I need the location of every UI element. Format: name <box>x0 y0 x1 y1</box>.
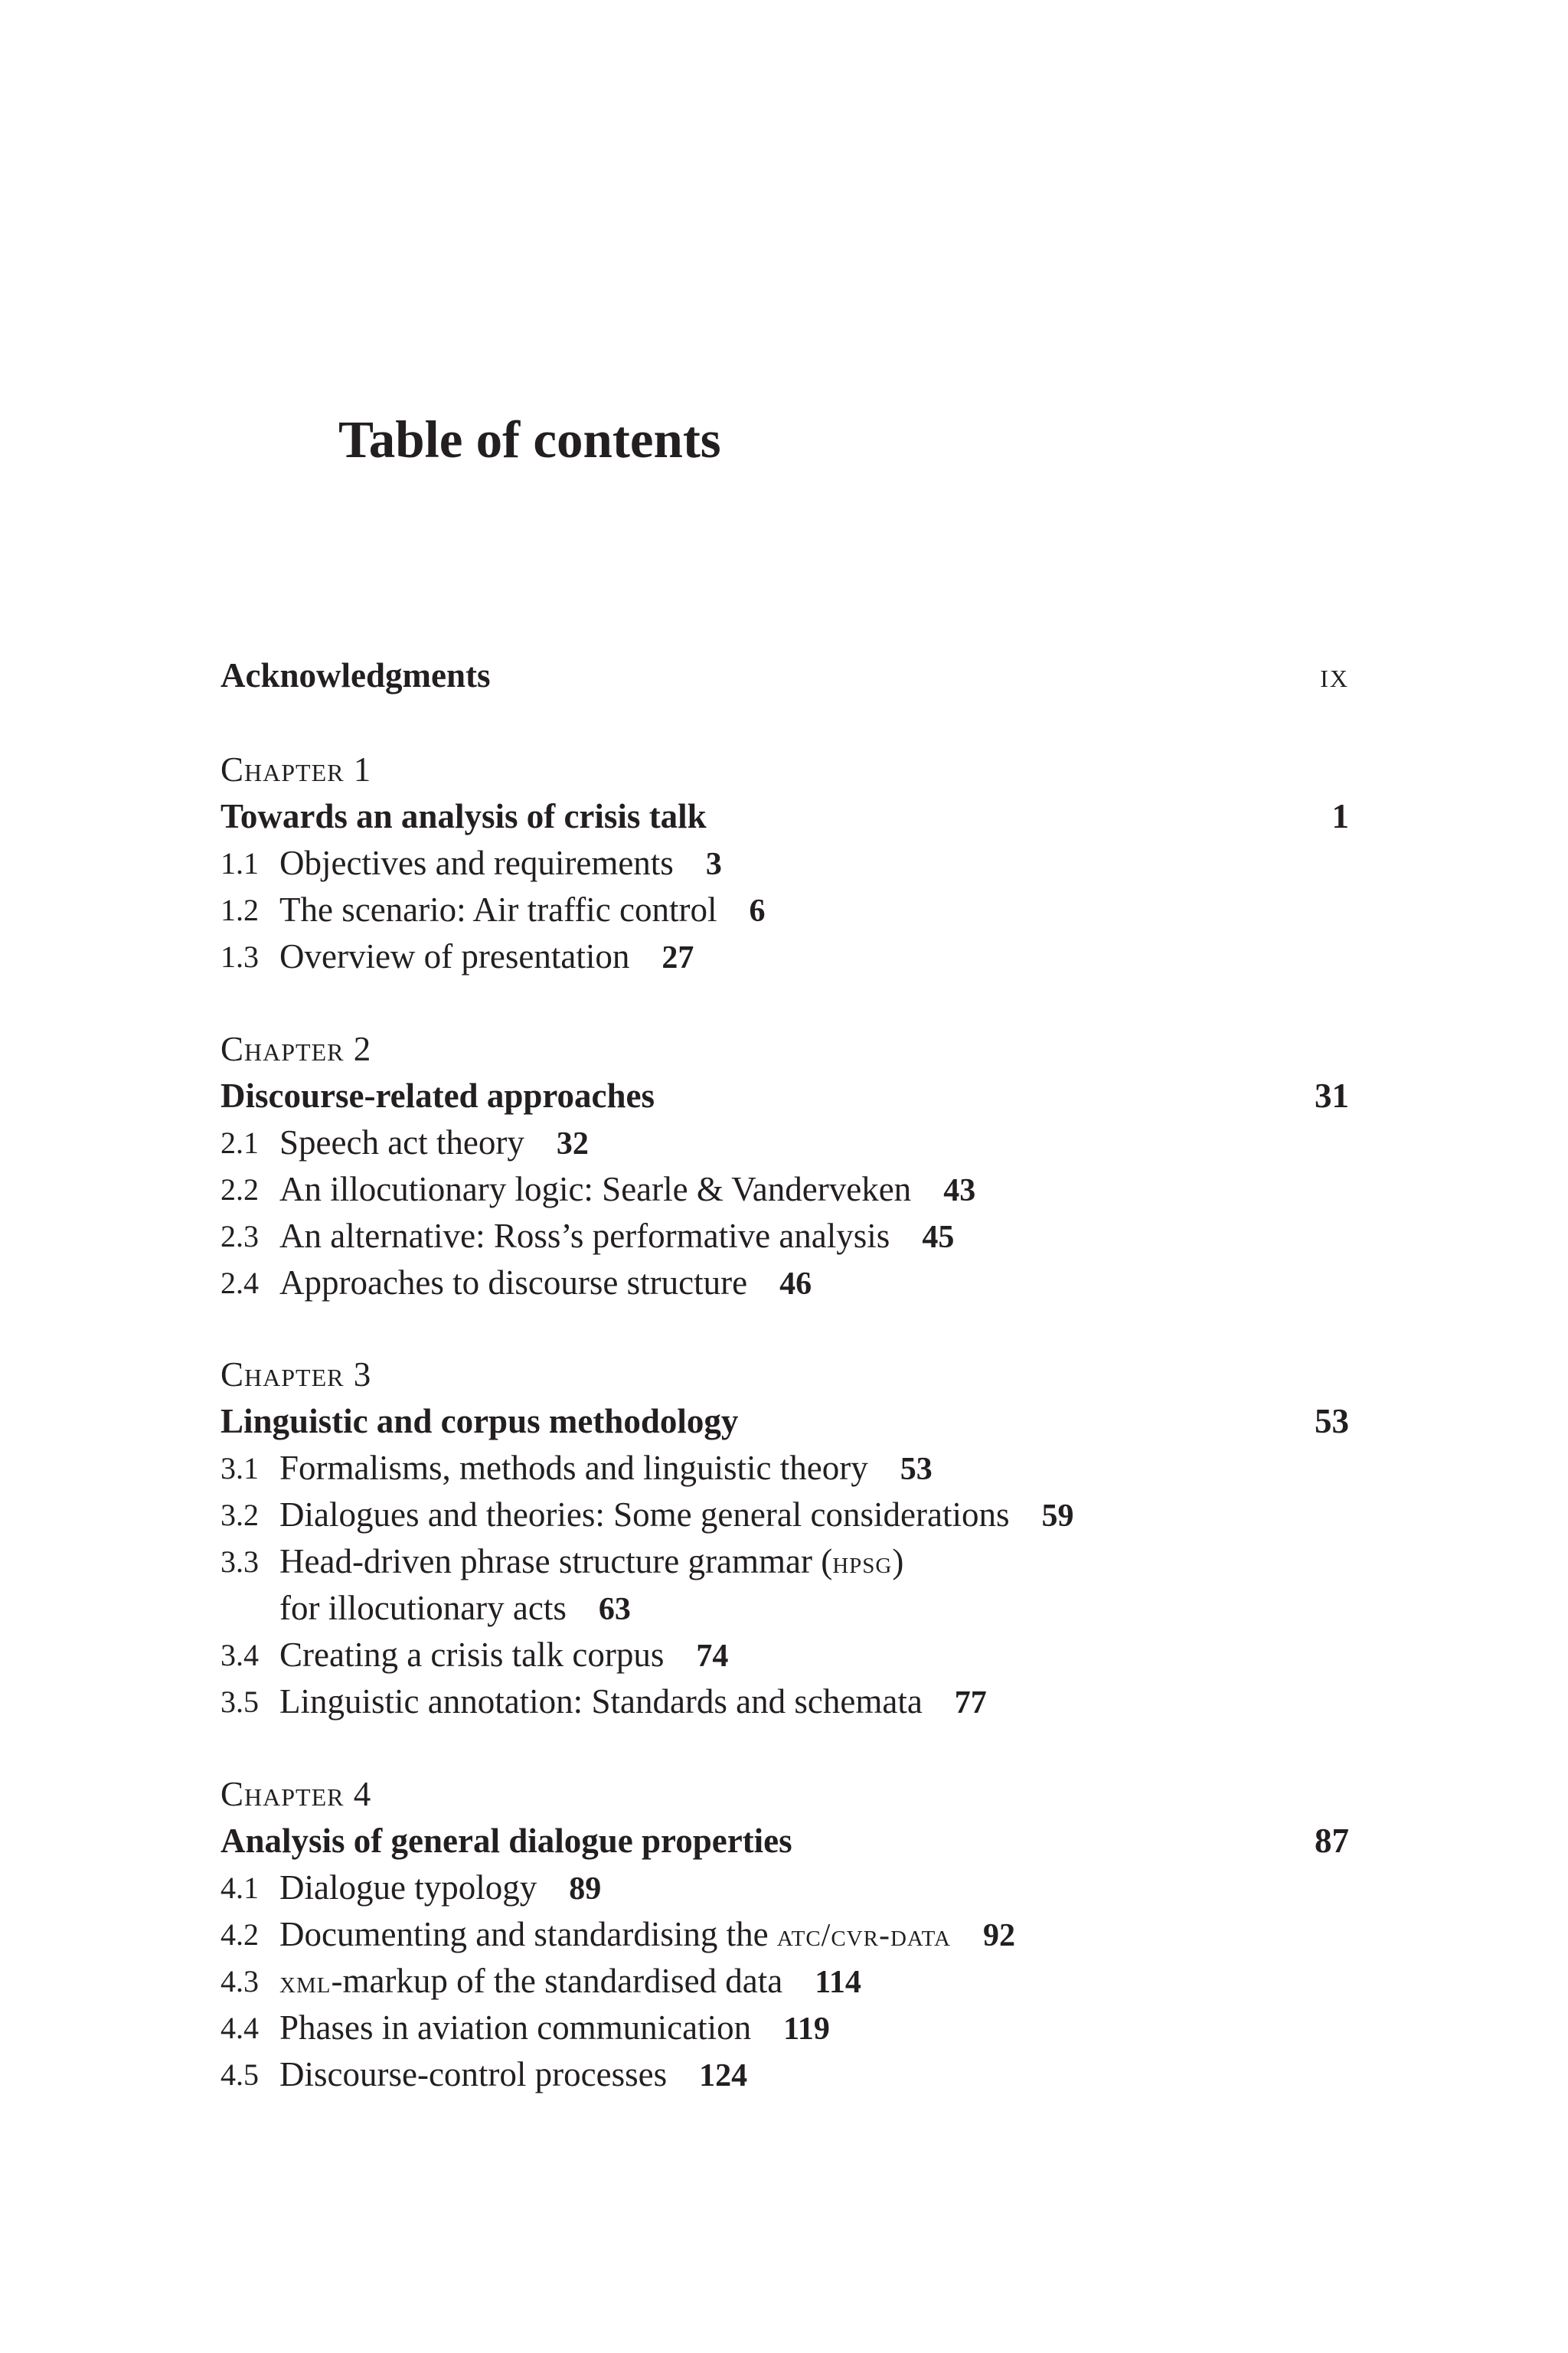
section-title: Overview of presentation <box>279 937 630 976</box>
section-abbreviation: atc/cvr-data <box>776 1918 951 1953</box>
chapter-3-block <box>220 1351 1349 1725</box>
chapter-title-entry[interactable] <box>220 1818 1349 1864</box>
section-number: 4.1 <box>220 1871 259 1905</box>
section-number: 3.1 <box>220 1451 259 1485</box>
toc-page-number: 43 <box>943 1173 976 1208</box>
section-title: An illocutionary logic: Searle & Vanderveken <box>279 1170 912 1208</box>
section-entry[interactable] <box>220 1166 1349 1213</box>
chapter-2-block <box>220 1026 1349 1306</box>
section-entry[interactable] <box>220 1632 1349 1678</box>
section-number: 3.2 <box>220 1498 259 1532</box>
section-title-suffix: ) <box>892 1542 904 1580</box>
section-title: Discourse-control processes <box>279 2055 668 2093</box>
toc-page-number: 3 <box>705 847 722 882</box>
section-title: Approaches to discourse structure <box>279 1263 748 1302</box>
toc-page-number: 63 <box>598 1592 631 1627</box>
chapter-label: Chapter 3 <box>220 1355 372 1394</box>
section-entry[interactable] <box>220 1213 1349 1260</box>
section-entry[interactable] <box>220 1678 1349 1725</box>
section-abbreviation: xml <box>279 1965 332 2000</box>
toc-page-number: 59 <box>1041 1498 1074 1534</box>
section-number: 1.1 <box>220 846 259 881</box>
section-entry[interactable] <box>220 2051 1349 2098</box>
section-title: Creating a crisis talk corpus <box>279 1636 665 1674</box>
chapter-label: Chapter 1 <box>220 750 372 789</box>
toc-entry-label: Acknowledgments <box>220 656 491 694</box>
section-number: 1.3 <box>220 940 259 974</box>
page-title: Table of contents <box>338 410 721 469</box>
chapter-title: Analysis of general dialogue properties <box>220 1822 792 1860</box>
toc-page-number: 124 <box>699 2058 748 2093</box>
toc-page-number: 27 <box>662 940 694 976</box>
section-title: Head-driven phrase structure grammar ( <box>279 1542 833 1580</box>
toc-page-number: 32 <box>556 1126 589 1162</box>
section-entry[interactable] <box>220 1958 1349 2005</box>
section-entry[interactable] <box>220 840 1349 887</box>
section-entry[interactable] <box>220 1864 1349 1911</box>
chapter-label: Chapter 4 <box>220 1775 372 1813</box>
section-entry[interactable] <box>220 1538 1349 1585</box>
toc-page-number: 6 <box>749 894 766 929</box>
section-title: The scenario: Air traffic control <box>279 891 717 929</box>
chapter-title: Towards an analysis of crisis talk <box>220 797 707 835</box>
section-entry[interactable] <box>220 2005 1349 2051</box>
section-number: 2.3 <box>220 1219 259 1253</box>
toc-page-number: 74 <box>696 1639 729 1674</box>
section-title: An alternative: Ross’s performative analysis <box>279 1217 890 1255</box>
section-title: Phases in aviation communication <box>279 2008 752 2047</box>
toc-page-number: 119 <box>783 2011 830 2047</box>
section-entry[interactable] <box>220 1911 1349 1958</box>
section-entry[interactable] <box>220 1260 1349 1306</box>
toc-page-number: 1 <box>1331 797 1349 835</box>
section-number: 2.1 <box>220 1126 259 1160</box>
section-number: 1.2 <box>220 893 259 927</box>
chapter-title-entry[interactable] <box>220 793 1349 840</box>
section-title: -markup of the standardised data <box>331 1962 783 2000</box>
section-entry[interactable] <box>220 1119 1349 1166</box>
chapter-title-entry[interactable] <box>220 1073 1349 1119</box>
toc-page-number: 46 <box>779 1266 812 1302</box>
section-title: Formalisms, methods and linguistic theory <box>279 1449 868 1487</box>
section-number: 3.5 <box>220 1685 259 1719</box>
section-entry[interactable] <box>220 887 1349 933</box>
section-entry[interactable] <box>220 1492 1349 1538</box>
chapter-title-entry[interactable] <box>220 1398 1349 1445</box>
toc-page-number: 31 <box>1315 1077 1349 1115</box>
section-number: 4.2 <box>220 1917 259 1952</box>
toc-page-number: 92 <box>982 1918 1015 1953</box>
chapter-title: Discourse-related approaches <box>220 1077 655 1115</box>
section-entry-continuation[interactable] <box>220 1585 1349 1632</box>
section-title: Dialogues and theories: Some general considerations <box>279 1495 1010 1534</box>
toc-page-number: 53 <box>1315 1402 1349 1440</box>
section-number: 3.3 <box>220 1544 259 1579</box>
section-title: Documenting and standardising the <box>279 1915 777 1953</box>
section-title: Dialogue typology <box>279 1868 537 1907</box>
section-entry[interactable] <box>220 933 1349 980</box>
toc-page-number: 77 <box>954 1685 987 1721</box>
section-title: Linguistic annotation: Standards and schemata <box>279 1682 923 1721</box>
toc-page-number: ix <box>1320 656 1349 694</box>
section-number: 4.4 <box>220 2011 259 2045</box>
section-title: Objectives and requirements <box>279 844 674 882</box>
section-abbreviation: hpsg <box>832 1545 893 1580</box>
toc-entry-acknowledgments[interactable] <box>220 652 1349 698</box>
section-number: 4.5 <box>220 2057 259 2092</box>
toc-page-number: 114 <box>815 1965 861 2000</box>
section-title: Speech act theory <box>279 1123 524 1162</box>
chapter-title: Linguistic and corpus methodology <box>220 1402 739 1440</box>
section-entry[interactable] <box>220 1445 1349 1492</box>
chapter-label: Chapter 2 <box>220 1030 372 1068</box>
section-number: 2.4 <box>220 1266 259 1300</box>
section-title-line2: for illocutionary acts <box>279 1589 567 1627</box>
section-number: 2.2 <box>220 1172 259 1207</box>
toc-page-number: 87 <box>1315 1822 1349 1860</box>
toc-page-number: 53 <box>900 1452 933 1487</box>
section-number: 3.4 <box>220 1638 259 1672</box>
toc-page-number: 45 <box>922 1220 955 1255</box>
section-number: 4.3 <box>220 1964 259 1998</box>
chapter-4-block <box>220 1771 1349 2098</box>
chapter-1-block <box>220 747 1349 980</box>
toc-page-number: 89 <box>569 1871 602 1907</box>
